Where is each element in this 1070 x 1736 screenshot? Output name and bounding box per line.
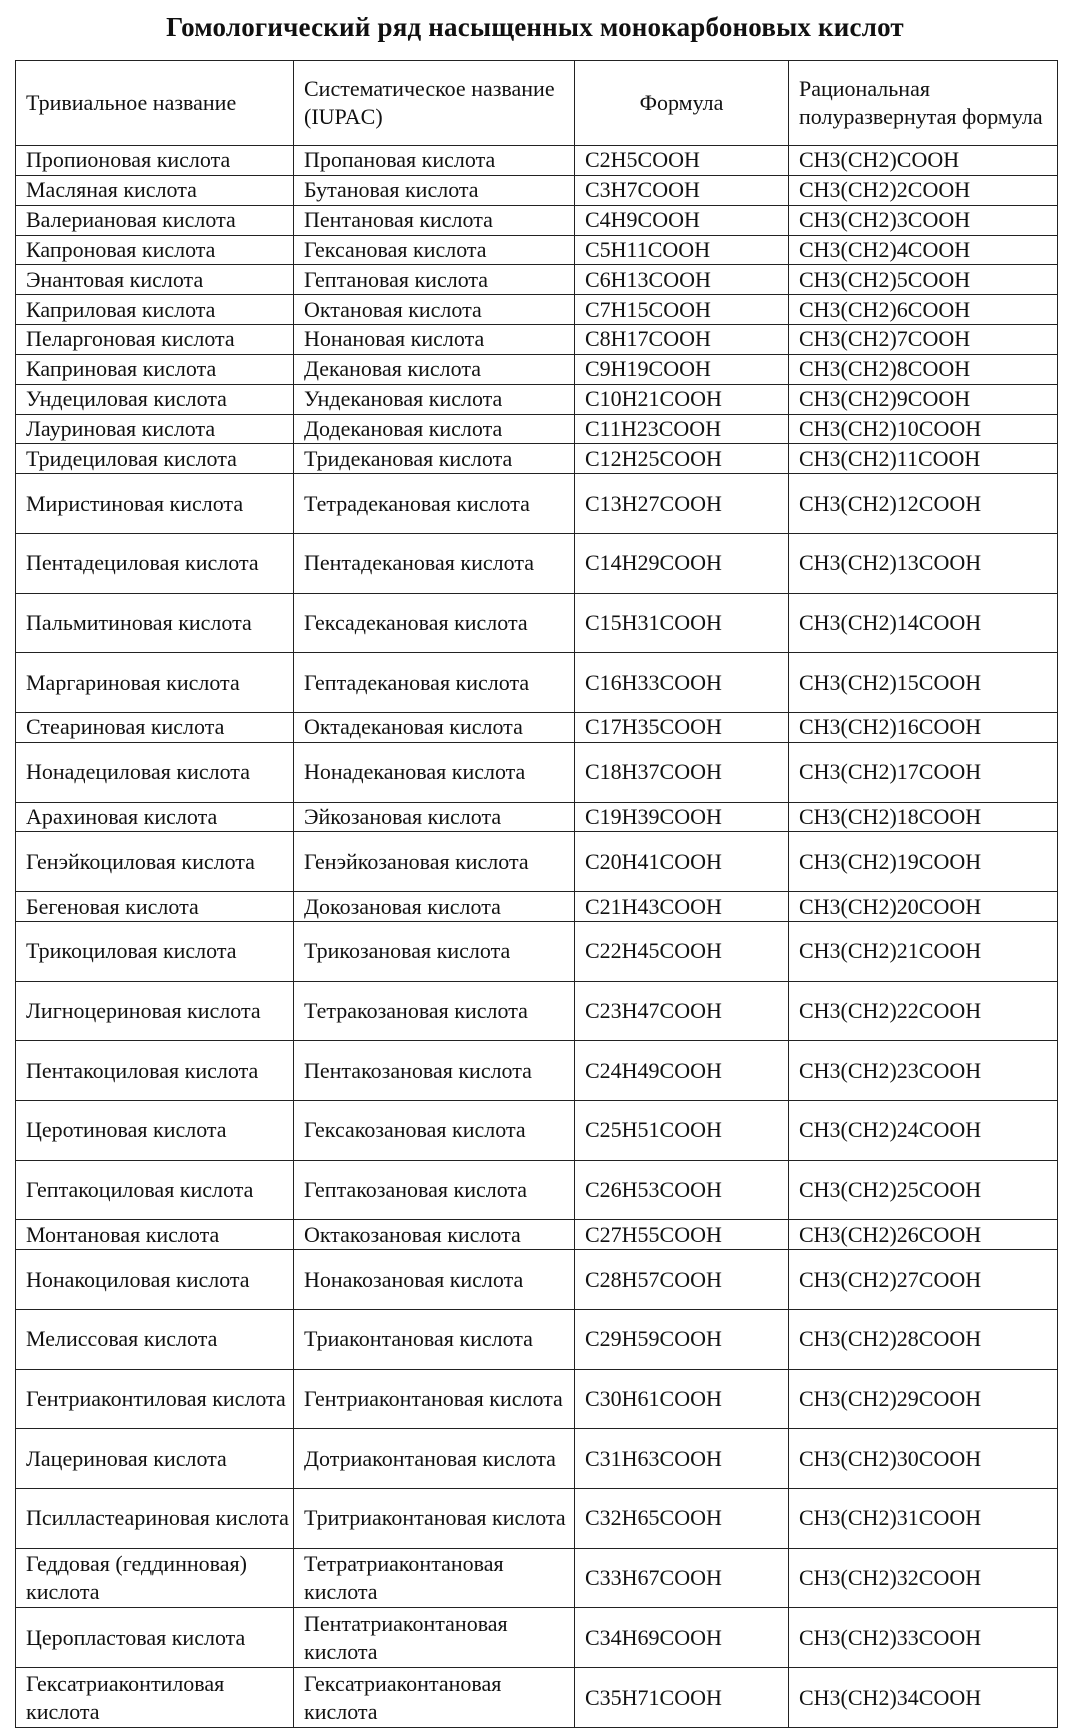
systematic-name-cell: Тетратриаконтановая кислота — [294, 1548, 575, 1608]
trivial-name-cell: Лигноцериновая кислота — [16, 981, 294, 1041]
systematic-name-cell: Тетрадекановая кислота — [294, 474, 575, 534]
trivial-name-cell: Масляная кислота — [16, 175, 294, 205]
rational-formula-cell: CH3(CH2)20COOH — [789, 892, 1058, 922]
systematic-name-cell: Гексадекановая кислота — [294, 593, 575, 653]
trivial-name-cell: Маргариновая кислота — [16, 653, 294, 713]
systematic-name-cell: Нонакозановая кислота — [294, 1250, 575, 1310]
header-row — [16, 61, 1058, 146]
formula-cell: C11H23COOH — [575, 414, 789, 444]
rational-formula-cell: CH3(CH2)6COOH — [789, 295, 1058, 325]
systematic-name-cell: Октакозановая кислота — [294, 1220, 575, 1250]
rational-formula-cell: CH3(CH2)23COOH — [789, 1041, 1058, 1101]
table-row — [16, 1041, 1058, 1101]
formula-cell: C30H61COOH — [575, 1369, 789, 1429]
rational-formula-cell: CH3(CH2)5COOH — [789, 265, 1058, 295]
systematic-name-cell: Гексатриаконтановая кислота — [294, 1668, 575, 1728]
rational-formula-cell: CH3(CH2)7COOH — [789, 325, 1058, 355]
page-title: Гомологический ряд насыщенных монокарбоновых кислот — [166, 12, 904, 42]
trivial-name-cell: Пропионовая кислота — [16, 146, 294, 176]
rational-formula-cell: CH3(CH2)4COOH — [789, 235, 1058, 265]
rational-formula-cell: CH3(CH2)22COOH — [789, 981, 1058, 1041]
rational-formula-cell: CH3(CH2)26COOH — [789, 1220, 1058, 1250]
table-row — [16, 1369, 1058, 1429]
rational-formula-cell: CH3(CH2)24COOH — [789, 1101, 1058, 1161]
formula-cell: C25H51COOH — [575, 1101, 789, 1161]
formula-cell: C31H63COOH — [575, 1429, 789, 1489]
table-row — [16, 1608, 1058, 1668]
formula-cell: C15H31COOH — [575, 593, 789, 653]
header-systematic-name: Систематическое название (IUPAC) — [294, 61, 575, 146]
header-trivial-name: Тривиальное название — [16, 61, 294, 146]
systematic-name-cell: Пентатриаконтановая кислота — [294, 1608, 575, 1668]
formula-cell: C13H27COOH — [575, 474, 789, 534]
acids-table — [15, 60, 1058, 1728]
systematic-name-cell: Гентриаконтановая кислота — [294, 1369, 575, 1429]
systematic-name-cell: Трикозановая кислота — [294, 921, 575, 981]
table-row — [16, 981, 1058, 1041]
formula-cell: C17H35COOH — [575, 713, 789, 743]
table-row — [16, 354, 1058, 384]
systematic-name-cell: Гептадекановая кислота — [294, 653, 575, 713]
formula-cell: C20H41COOH — [575, 832, 789, 892]
rational-formula-cell: CH3(CH2)33COOH — [789, 1608, 1058, 1668]
formula-cell: C14H29COOH — [575, 533, 789, 593]
table-row — [16, 1160, 1058, 1220]
trivial-name-cell: Мелиссовая кислота — [16, 1309, 294, 1369]
rational-formula-cell: CH3(CH2)29COOH — [789, 1369, 1058, 1429]
trivial-name-cell: Каприловая кислота — [16, 295, 294, 325]
systematic-name-cell: Эйкозановая кислота — [294, 802, 575, 832]
table-row — [16, 1668, 1058, 1728]
formula-cell: C8H17COOH — [575, 325, 789, 355]
formula-cell: C6H13COOH — [575, 265, 789, 295]
table-row — [16, 802, 1058, 832]
trivial-name-cell: Миристиновая кислота — [16, 474, 294, 534]
table-row — [16, 533, 1058, 593]
systematic-name-cell: Гептакозановая кислота — [294, 1160, 575, 1220]
formula-cell: C24H49COOH — [575, 1041, 789, 1101]
systematic-name-cell: Пентакозановая кислота — [294, 1041, 575, 1101]
rational-formula-cell: CH3(CH2)18COOH — [789, 802, 1058, 832]
formula-cell: C26H53COOH — [575, 1160, 789, 1220]
table-row — [16, 653, 1058, 713]
trivial-name-cell: Стеариновая кислота — [16, 713, 294, 743]
trivial-name-cell: Пальмитиновая кислота — [16, 593, 294, 653]
table-row — [16, 593, 1058, 653]
systematic-name-cell: Ундекановая кислота — [294, 384, 575, 414]
trivial-name-cell: Нонадециловая кислота — [16, 742, 294, 802]
rational-formula-cell: CH3(CH2)28COOH — [789, 1309, 1058, 1369]
trivial-name-cell: Капроновая кислота — [16, 235, 294, 265]
trivial-name-cell: Церотиновая кислота — [16, 1101, 294, 1161]
table-row — [16, 1548, 1058, 1608]
formula-cell: C2H5COOH — [575, 146, 789, 176]
trivial-name-cell: Лауриновая кислота — [16, 414, 294, 444]
rational-formula-cell: CH3(CH2)32COOH — [789, 1548, 1058, 1608]
trivial-name-cell: Тридециловая кислота — [16, 444, 294, 474]
rational-formula-cell: CH3(CH2)11COOH — [789, 444, 1058, 474]
table-row — [16, 742, 1058, 802]
table-row — [16, 1101, 1058, 1161]
systematic-name-cell: Пропановая кислота — [294, 146, 575, 176]
formula-cell: C33H67COOH — [575, 1548, 789, 1608]
trivial-name-cell: Арахиновая кислота — [16, 802, 294, 832]
systematic-name-cell: Октадекановая кислота — [294, 713, 575, 743]
table-row — [16, 384, 1058, 414]
table-row — [16, 1488, 1058, 1548]
systematic-name-cell: Дотриаконтановая кислота — [294, 1429, 575, 1489]
trivial-name-cell: Лацериновая кислота — [16, 1429, 294, 1489]
table-row — [16, 265, 1058, 295]
trivial-name-cell: Энантовая кислота — [16, 265, 294, 295]
formula-cell: C21H43COOH — [575, 892, 789, 922]
systematic-name-cell: Нонадекановая кислота — [294, 742, 575, 802]
rational-formula-cell: CH3(CH2)34COOH — [789, 1668, 1058, 1728]
systematic-name-cell: Октановая кислота — [294, 295, 575, 325]
formula-cell: C3H7COOH — [575, 175, 789, 205]
trivial-name-cell: Церопластовая кислота — [16, 1608, 294, 1668]
trivial-name-cell: Пентадециловая кислота — [16, 533, 294, 593]
table-row — [16, 325, 1058, 355]
systematic-name-cell: Гептановая кислота — [294, 265, 575, 295]
table-header — [16, 61, 1058, 146]
rational-formula-cell: CH3(CH2)19COOH — [789, 832, 1058, 892]
trivial-name-cell: Гептакоциловая кислота — [16, 1160, 294, 1220]
formula-cell: C34H69COOH — [575, 1608, 789, 1668]
header-rational-formula: Рациональная полуразвернутая формула — [789, 61, 1058, 146]
table-row — [16, 1220, 1058, 1250]
rational-formula-cell: CH3(CH2)10COOH — [789, 414, 1058, 444]
rational-formula-cell: CH3(CH2)3COOH — [789, 205, 1058, 235]
systematic-name-cell: Пентадекановая кислота — [294, 533, 575, 593]
rational-formula-cell: CH3(CH2)14COOH — [789, 593, 1058, 653]
rational-formula-cell: CH3(CH2)17COOH — [789, 742, 1058, 802]
formula-cell: C29H59COOH — [575, 1309, 789, 1369]
systematic-name-cell: Бутановая кислота — [294, 175, 575, 205]
rational-formula-cell: CH3(CH2)COOH — [789, 146, 1058, 176]
formula-cell: C28H57COOH — [575, 1250, 789, 1310]
trivial-name-cell: Нонакоциловая кислота — [16, 1250, 294, 1310]
table-row — [16, 921, 1058, 981]
trivial-name-cell: Генэйкоциловая кислота — [16, 832, 294, 892]
rational-formula-cell: CH3(CH2)9COOH — [789, 384, 1058, 414]
table-body — [16, 146, 1058, 1728]
rational-formula-cell: CH3(CH2)21COOH — [789, 921, 1058, 981]
formula-cell: C22H45COOH — [575, 921, 789, 981]
systematic-name-cell: Пентановая кислота — [294, 205, 575, 235]
formula-cell: C32H65COOH — [575, 1488, 789, 1548]
systematic-name-cell: Генэйкозановая кислота — [294, 832, 575, 892]
table-row — [16, 414, 1058, 444]
table-row — [16, 1309, 1058, 1369]
table-row — [16, 1250, 1058, 1310]
rational-formula-cell: CH3(CH2)27COOH — [789, 1250, 1058, 1310]
rational-formula-cell: CH3(CH2)31COOH — [789, 1488, 1058, 1548]
rational-formula-cell: CH3(CH2)16COOH — [789, 713, 1058, 743]
formula-cell: C19H39COOH — [575, 802, 789, 832]
table-row — [16, 175, 1058, 205]
systematic-name-cell: Додекановая кислота — [294, 414, 575, 444]
trivial-name-cell: Монтановая кислота — [16, 1220, 294, 1250]
formula-cell: C23H47COOH — [575, 981, 789, 1041]
systematic-name-cell: Декановая кислота — [294, 354, 575, 384]
formula-cell: C4H9COOH — [575, 205, 789, 235]
trivial-name-cell: Пентакоциловая кислота — [16, 1041, 294, 1101]
trivial-name-cell: Бегеновая кислота — [16, 892, 294, 922]
formula-cell: C5H11COOH — [575, 235, 789, 265]
header-formula: Формула — [575, 61, 789, 146]
systematic-name-cell: Нонановая кислота — [294, 325, 575, 355]
table-row — [16, 295, 1058, 325]
trivial-name-cell: Ундециловая кислота — [16, 384, 294, 414]
trivial-name-cell: Валериановая кислота — [16, 205, 294, 235]
formula-cell: C27H55COOH — [575, 1220, 789, 1250]
table-row — [16, 474, 1058, 534]
trivial-name-cell: Гексатриаконтиловая кислота — [16, 1668, 294, 1728]
trivial-name-cell: Псилластеариновая кислота — [16, 1488, 294, 1548]
rational-formula-cell: CH3(CH2)30COOH — [789, 1429, 1058, 1489]
table-row — [16, 235, 1058, 265]
trivial-name-cell: Пеларгоновая кислота — [16, 325, 294, 355]
table-row — [16, 444, 1058, 474]
table-row — [16, 832, 1058, 892]
formula-cell: C18H37COOH — [575, 742, 789, 802]
systematic-name-cell: Гексановая кислота — [294, 235, 575, 265]
rational-formula-cell: CH3(CH2)12COOH — [789, 474, 1058, 534]
formula-cell: C9H19COOH — [575, 354, 789, 384]
table-row — [16, 205, 1058, 235]
table-row — [16, 713, 1058, 743]
systematic-name-cell: Тридекановая кислота — [294, 444, 575, 474]
trivial-name-cell: Геддовая (геддинновая) кислота — [16, 1548, 294, 1608]
systematic-name-cell: Тетракозановая кислота — [294, 981, 575, 1041]
formula-cell: C35H71COOH — [575, 1668, 789, 1728]
systematic-name-cell: Докозановая кислота — [294, 892, 575, 922]
formula-cell: C16H33COOH — [575, 653, 789, 713]
rational-formula-cell: CH3(CH2)8COOH — [789, 354, 1058, 384]
systematic-name-cell: Гексакозановая кислота — [294, 1101, 575, 1161]
trivial-name-cell: Каприновая кислота — [16, 354, 294, 384]
rational-formula-cell: CH3(CH2)13COOH — [789, 533, 1058, 593]
trivial-name-cell: Гентриаконтиловая кислота — [16, 1369, 294, 1429]
trivial-name-cell: Трикоциловая кислота — [16, 921, 294, 981]
table-row — [16, 892, 1058, 922]
systematic-name-cell: Тритриаконтановая кислота — [294, 1488, 575, 1548]
table-row — [16, 146, 1058, 176]
rational-formula-cell: CH3(CH2)15COOH — [789, 653, 1058, 713]
table-row — [16, 1429, 1058, 1489]
formula-cell: C12H25COOH — [575, 444, 789, 474]
systematic-name-cell: Триаконтановая кислота — [294, 1309, 575, 1369]
rational-formula-cell: CH3(CH2)2COOH — [789, 175, 1058, 205]
formula-cell: C7H15COOH — [575, 295, 789, 325]
formula-cell: C10H21COOH — [575, 384, 789, 414]
rational-formula-cell: CH3(CH2)25COOH — [789, 1160, 1058, 1220]
